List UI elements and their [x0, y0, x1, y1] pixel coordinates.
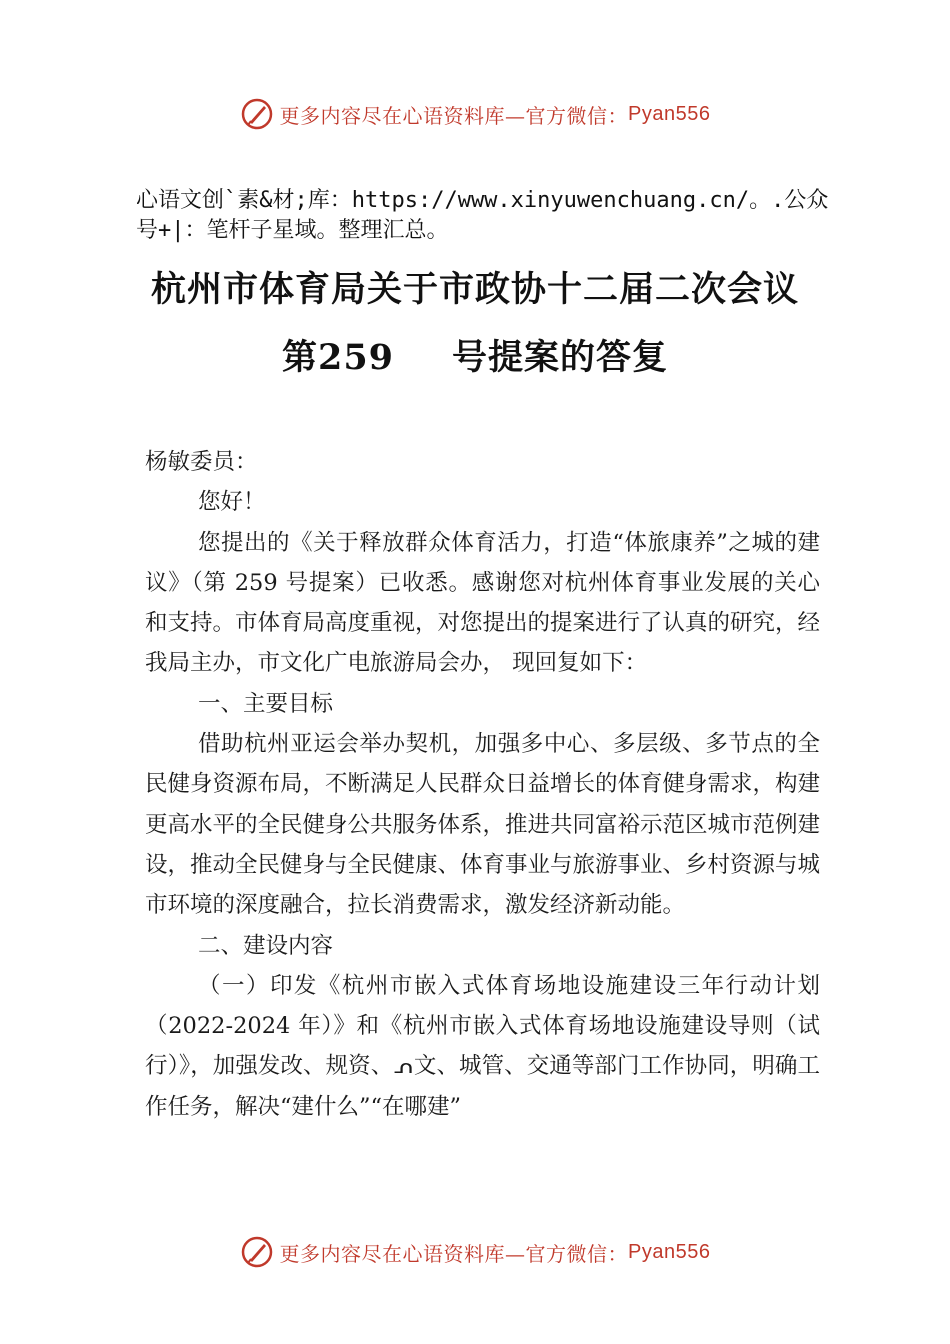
paragraph: 您提出的《关于释放群众体育活力，打造“体旅康养”之城的建议》（第 259 号提案）已收悉。感谢您对杭州体育事业发展的关心和支持。市体育局高度重视，对您提出的提案进行了认真的研究，经我局主办，市文化广电旅游局会办， 现回复如下：: [145, 529, 821, 677]
watermark-banner-bottom: [0, 1232, 950, 1272]
document-title-line1: 杭州市体育局关于市政协十二届二次会议: [150, 269, 799, 310]
title-number: 259: [317, 337, 395, 378]
title-prefix: 第: [281, 337, 318, 378]
watermark-banner-top: [0, 94, 950, 134]
document-title-line2: [0, 330, 950, 380]
paragraph: 借助杭州亚运会举办契机，加强多中心、多层级、多节点的全民健身资源布局，不断满足人民群众日益增长的体育健身需求，构建更高水平的全民健身公共服务体系，推进共同富裕示范区城市范例建设，推动全民健身与全民健康、体育事业与旅游事业、乡村资源与城市环境的深度融合，拉长消费需求，激发经济新动能。: [145, 731, 821, 919]
watermark-text: 更多内容尽在心语资料库—官方微信：: [279, 1241, 629, 1266]
greeting: 您好！: [198, 489, 266, 516]
watermark-text: 更多内容尽在心语资料库—官方微信：: [279, 103, 629, 128]
source-line: 心语文创`素&材;库：https://www.xinyuwenchuang.cn/。.公众号+|：笔杆子星域。整理汇总。: [136, 188, 829, 243]
quill-seal-icon: [240, 97, 274, 131]
section-heading: 一、主要目标: [198, 690, 334, 717]
title-suffix: 号提案的答复: [452, 337, 669, 378]
quill-seal-icon: [240, 1235, 274, 1269]
section-heading: 二、建设内容: [198, 932, 334, 959]
watermark-wechat-id: Pyan556: [628, 1240, 711, 1263]
watermark-wechat-id: Pyan556: [628, 102, 711, 125]
letter-body: [145, 442, 820, 1127]
paragraph: （一）印发《杭州市嵌入式体育场地设施建设三年行动计划（2022-2024 年）》和《杭州市嵌入式体育场地设施建设导则（试行）》，加强发改、规资、ᕄ文、城管、交通等部门工作协同，明确工作任务，解决“建什么”“在哪建”: [145, 972, 820, 1120]
salutation: 杨敏委员：: [145, 449, 258, 475]
